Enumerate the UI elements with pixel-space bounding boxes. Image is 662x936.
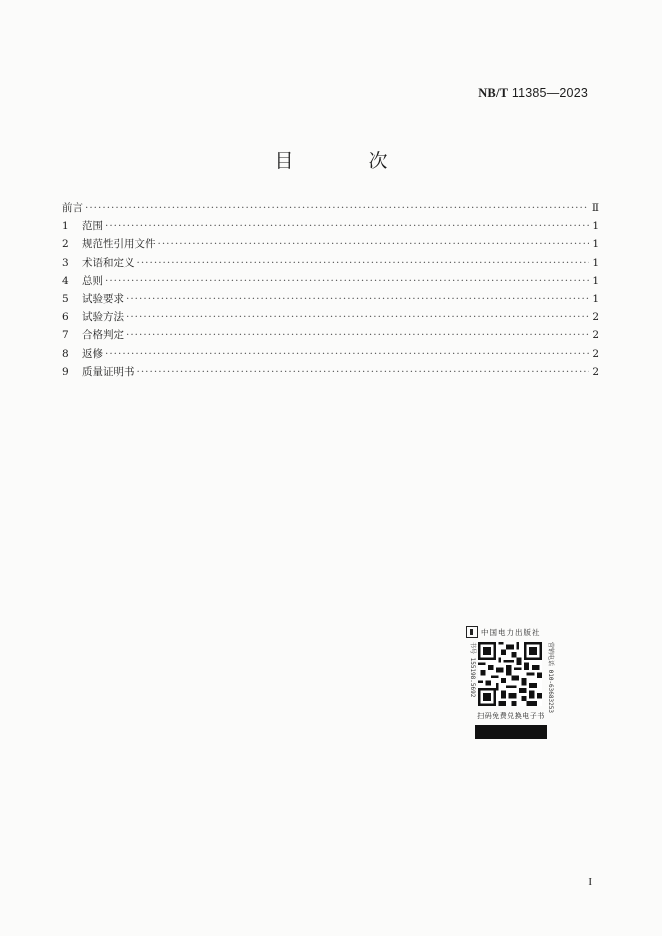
toc-entry-number: 1 <box>62 220 69 233</box>
publisher-logo <box>466 624 556 640</box>
toc-entry-page: Ⅱ <box>591 202 599 214</box>
toc-entry-label: 返修 <box>82 347 103 360</box>
toc-entry-page: 2 <box>592 347 599 360</box>
toc-entry-label: 合格判定 <box>82 329 124 342</box>
toc-entry-label: 试验方法 <box>82 311 124 324</box>
toc-leader-dots <box>105 348 589 360</box>
toc-entry-test-requirements[interactable] <box>62 291 599 309</box>
table-of-contents <box>62 200 599 382</box>
toc-entry-normative-references[interactable] <box>62 236 599 254</box>
toc-entry-general[interactable] <box>62 273 599 291</box>
toc-entry-label: 规范性引用文件 <box>82 238 156 251</box>
toc-entry-page: 2 <box>592 365 599 378</box>
toc-entry-page: 2 <box>592 329 599 342</box>
toc-entry-number: 9 <box>62 365 69 378</box>
ebook-qr-card <box>466 624 556 754</box>
toc-entry-scope[interactable] <box>62 218 599 236</box>
isbn-side-text: 书号 155198.5692 <box>469 642 476 698</box>
toc-entry-label: 总则 <box>82 274 103 287</box>
qr-code-icon[interactable] <box>478 642 542 706</box>
toc-title: 目 次 <box>274 150 416 172</box>
toc-entry-label: 试验要求 <box>82 292 124 305</box>
toc-entry-number: 3 <box>62 256 69 269</box>
toc-entry-label: 质量证明书 <box>82 365 135 378</box>
toc-entry-page: 2 <box>592 311 599 324</box>
toc-entry-label: 术语和定义 <box>82 256 135 269</box>
qr-caption: 扫码免费兑换电子书 <box>477 712 545 720</box>
standard-prefix: NB/T <box>478 86 509 100</box>
toc-leader-dots <box>105 275 589 287</box>
standard-code: 11385—2023 <box>511 86 588 100</box>
toc-entry-foreword[interactable] <box>62 200 599 218</box>
redeem-code-bar <box>475 725 547 739</box>
sales-phone-side-text: 营销电话 010-63683253 <box>547 642 554 713</box>
toc-leader-dots <box>137 257 590 269</box>
toc-leader-dots <box>85 202 589 214</box>
toc-leader-dots <box>137 366 590 378</box>
toc-entry-number: 5 <box>62 292 69 305</box>
toc-entry-number: 6 <box>62 311 69 324</box>
toc-entry-number: 2 <box>62 238 69 251</box>
toc-entry-conformity[interactable] <box>62 327 599 345</box>
toc-leader-dots <box>126 311 589 323</box>
qr-block <box>466 642 556 713</box>
toc-entry-page: 1 <box>592 238 599 251</box>
toc-entry-number: 7 <box>62 329 69 342</box>
toc-entry-label: 范围 <box>82 220 103 233</box>
toc-entry-page: 1 <box>592 274 599 287</box>
toc-entry-repair[interactable] <box>62 346 599 364</box>
toc-entry-number: 4 <box>62 274 69 287</box>
page-number: I <box>588 876 592 888</box>
toc-leader-dots <box>126 293 589 305</box>
toc-entry-terms-definitions[interactable] <box>62 255 599 273</box>
toc-entry-number: 8 <box>62 347 69 360</box>
toc-leader-dots <box>126 329 589 341</box>
toc-leader-dots <box>105 220 589 232</box>
toc-entry-test-methods[interactable] <box>62 309 599 327</box>
publisher-name: 中国电力出版社 <box>481 627 541 637</box>
standard-number <box>478 86 588 101</box>
toc-leader-dots <box>158 238 590 250</box>
toc-entry-page: 1 <box>592 220 599 233</box>
toc-entry-quality-certificate[interactable] <box>62 364 599 382</box>
toc-entry-page: 1 <box>592 292 599 305</box>
toc-entry-label: 前言 <box>62 202 83 214</box>
toc-entry-page: 1 <box>592 256 599 269</box>
publisher-mark-icon <box>466 626 478 638</box>
